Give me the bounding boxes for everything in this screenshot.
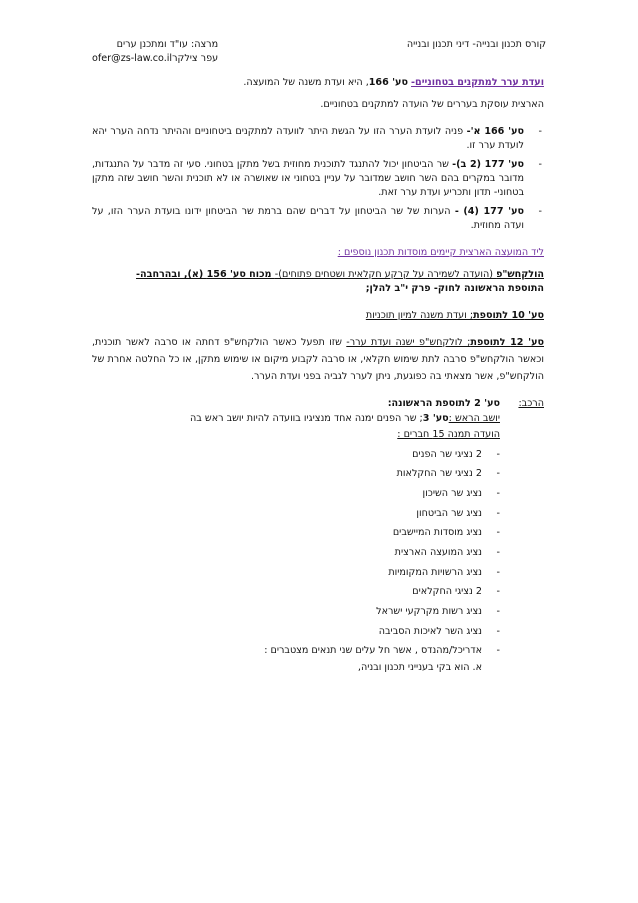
appeals-heading: ועדת ערר למתקנים בטחוניים- bbox=[411, 77, 544, 88]
list-item: - 2 נציגי החקלאים bbox=[92, 582, 500, 602]
chair-label: יושב הראש : bbox=[448, 412, 500, 424]
lecturer-contact bbox=[92, 52, 218, 66]
chair-line bbox=[92, 412, 500, 426]
list-item: - אדריכל/מהנדס , אשר חל עלים שני תנאים מצטברים : bbox=[92, 641, 500, 661]
sec12-text: שזו תפעל כאשר הולקחש"פ דחתה או סרבה לאשר תוכנית, וכאשר הולקחש"פ סרבה לתת שימוש חקלאי, או סרבה לקבוע מיקום או שימוש מתקן, או כל החלטה אחרת של הולקחש"פ, אשר מצאתי בה כפוגעת, ניתן לערר לגביה בפני ועדת הערר. bbox=[92, 337, 544, 382]
sec10-line bbox=[92, 309, 544, 323]
page-header bbox=[92, 38, 546, 70]
vlkhsh-basis: מכוח סע' 156 (א), ובהרחבה- bbox=[136, 268, 275, 280]
item-text: פניה לועדת הערר הזו על הגשת היתר לוועדה למתקנים ביטחוניים וההיתר נדחה הערר יהא לועדת ערר זו. bbox=[92, 125, 524, 152]
item-section: סע' 166 א'- bbox=[466, 125, 525, 137]
chair-text: ; שר הפנים ימנה אחד מנציגיו בוועדה להיות יושב ראש בה bbox=[190, 412, 423, 424]
list-item: - נציג השר לאיכות הסביבה bbox=[92, 622, 500, 642]
sec10-rest: ; ועדת משנה למיון תוכניות bbox=[365, 309, 474, 321]
lecturer-block bbox=[92, 38, 218, 67]
document-body bbox=[92, 76, 544, 675]
list-item bbox=[92, 125, 544, 154]
item-text: הערות של שר הביטחון על דברים שהם ברמת שר הביטחון ידונו בועדת הערר הזו, על ועדה מחוזית. bbox=[92, 205, 524, 232]
members-list bbox=[92, 445, 500, 661]
composition-section bbox=[92, 397, 544, 675]
vlkhsh-desc: (הועדה לשמירה על קרקע חקלאית ושטחים פתוחים)- bbox=[274, 268, 497, 280]
lecturer-name: עפר צילקר bbox=[172, 53, 219, 65]
appeals-committee-line bbox=[92, 76, 544, 90]
list-item: - 2 נציגי שר החקלאות bbox=[92, 464, 500, 484]
item-text: שר הביטחון יכול להתנגד לתוכנית מחוזית בשל מתקן בטחוני. סעי זה מדבר על התנגדות, מדובר במקרים בהם השר חושב שמדובר על עניין בטחוני או שאושרה או לא תוכנית והשר חושב שזה מתקן בטחוני- תדון ותכריע ועדת ערר זאת. bbox=[92, 158, 524, 199]
list-item bbox=[92, 205, 544, 234]
sec12-section: סע' 12 לתוספת bbox=[470, 337, 544, 349]
item-section: סע' 177 (2 ב)- bbox=[452, 158, 524, 170]
appeals-rest: , היא ועדת משנה של המועצה. bbox=[243, 77, 369, 88]
vlkhsh-addition: התוספת הראשונה לחוק- פרק י"ב להלן; bbox=[365, 283, 544, 295]
vlkhsh-name: הולקחש"פ bbox=[496, 268, 544, 280]
council-note: ליד המועצה הארצית קיימים מוסדות תכנון נוספים : bbox=[337, 246, 544, 258]
list-item: - 2 נציגי שר הפנים bbox=[92, 445, 500, 465]
security-items-list bbox=[92, 125, 544, 234]
composition-label: הרכב: bbox=[518, 398, 544, 410]
appeals-section: סע' 166 bbox=[368, 77, 408, 88]
sec12-paragraph bbox=[92, 335, 544, 385]
list-item: - נציג שר הביטחון bbox=[92, 504, 500, 524]
list-item: - נציג הרשויות המקומיות bbox=[92, 563, 500, 583]
course-title: קורס תכנון ובנייה- דיני תכנון ובנייה bbox=[406, 39, 546, 50]
composition-title: סע' 2 לתוספת הראשונה: bbox=[387, 398, 500, 410]
list-item bbox=[92, 158, 544, 201]
list-item: - נציג שר השיכון bbox=[92, 484, 500, 504]
list-item: - נציג המועצה הארצית bbox=[92, 543, 500, 563]
vlkhsh-line bbox=[92, 268, 544, 282]
list-item: - נציג רשות מקרקעי ישראל bbox=[92, 602, 500, 622]
lecturer-title: מרצה: עו"ד ומתכנן ערים bbox=[116, 39, 219, 50]
members-title: הועדה תמנה 15 חברים : bbox=[397, 429, 500, 441]
lecturer-email: ofer@zs-law.co.il bbox=[92, 53, 173, 65]
list-item: - נציג מוסדות המיישבים bbox=[92, 523, 500, 543]
sec10-section: סע' 10 לתוספת bbox=[473, 309, 544, 321]
item-section: סע' 177 (4) - bbox=[454, 205, 524, 217]
architect-condition-line: א. הוא בקי בענייני תכנון ובניה, bbox=[357, 661, 482, 673]
intro-line: הארצית עוסקת בעררים של הועדה למתקנים בטחוניים. bbox=[320, 99, 544, 111]
sec12-mid: ; לולקחש"פ ישנה ועדת ערר- bbox=[346, 337, 471, 349]
chair-section: סע' 3 bbox=[422, 412, 449, 424]
